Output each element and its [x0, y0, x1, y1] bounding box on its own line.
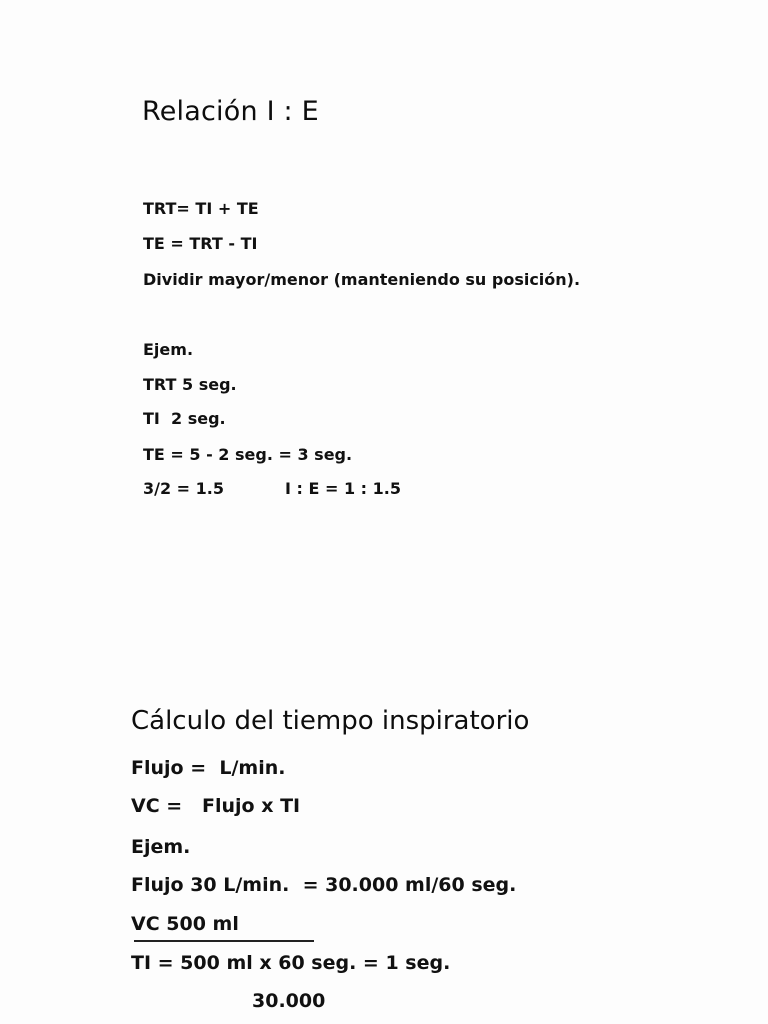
section-title-relacion-ie: Relación I : E	[142, 96, 319, 127]
instruction-divide: Dividir mayor/menor (manteniendo su posición).	[143, 270, 581, 289]
example-vc: VC 500 ml	[131, 913, 239, 935]
example-ie-result: I : E = 1 : 1.5	[285, 479, 401, 498]
example-trt: TRT 5 seg.	[143, 375, 237, 394]
section-title-tiempo-inspiratorio: Cálculo del tiempo inspiratorio	[131, 706, 530, 736]
formula-flujo: Flujo = L/min.	[131, 757, 286, 779]
example-ti-denominator: 30.000	[252, 990, 326, 1012]
formula-trt: TRT= TI + TE	[143, 199, 259, 218]
formula-te: TE = TRT - TI	[143, 234, 258, 253]
formula-vc: VC = Flujo x TI	[131, 795, 301, 817]
example-ratio: 3/2 = 1.5	[143, 479, 224, 498]
fraction-divider	[134, 940, 314, 942]
example-ti-numerator: TI = 500 ml x 60 seg. = 1 seg.	[131, 952, 451, 974]
example-label-2: Ejem.	[131, 836, 191, 858]
example-te: TE = 5 - 2 seg. = 3 seg.	[143, 445, 353, 464]
example-flujo: Flujo 30 L/min. = 30.000 ml/60 seg.	[131, 874, 517, 896]
example-label: Ejem.	[143, 340, 194, 359]
example-ti: TI 2 seg.	[143, 409, 226, 428]
